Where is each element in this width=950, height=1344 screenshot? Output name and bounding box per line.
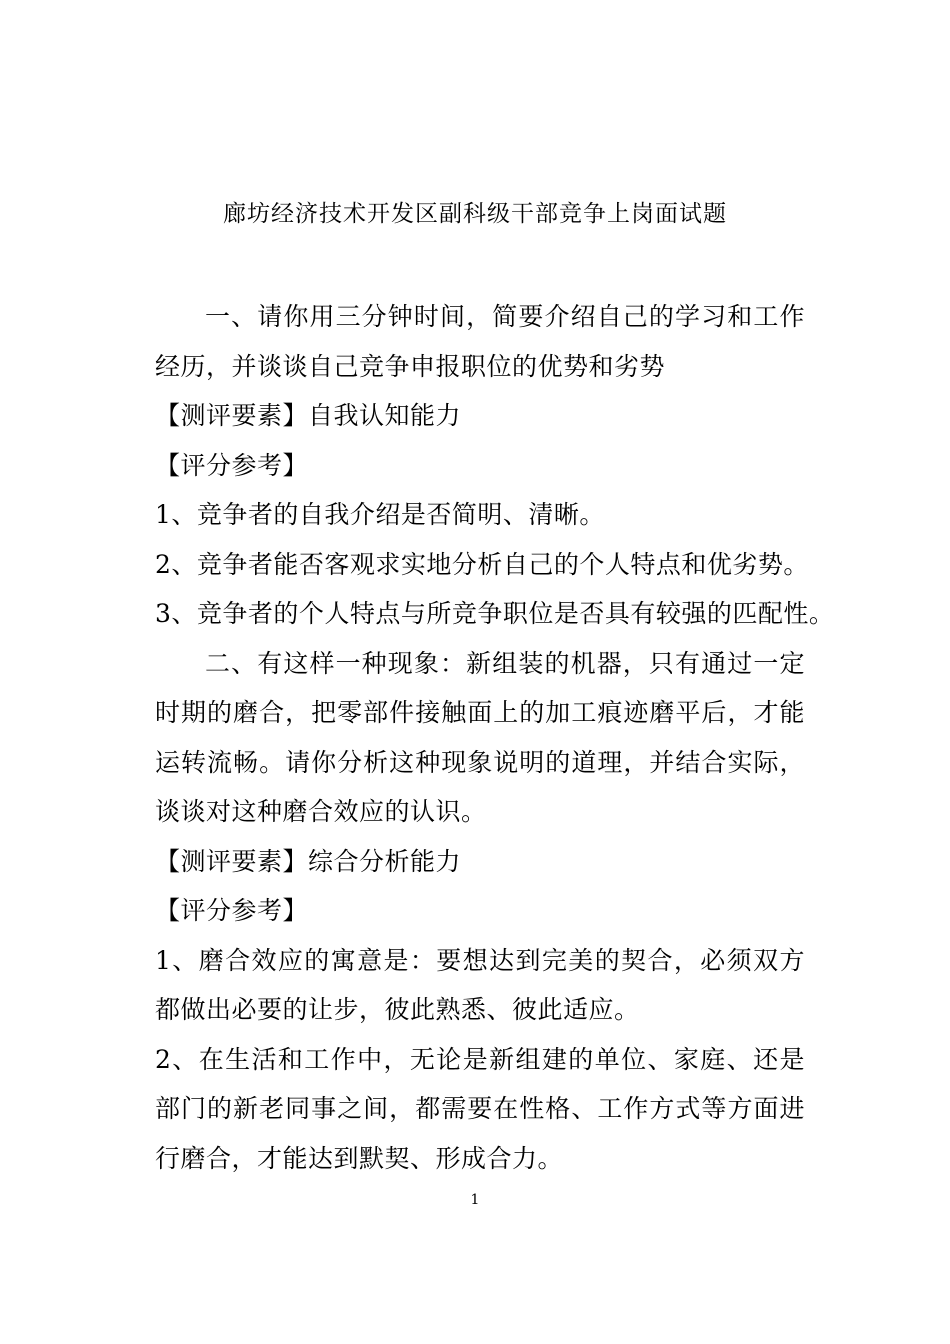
scoring-item-1-2: 2、竞争者能否客观求实地分析自己的个人特点和优劣势。 [155, 549, 809, 579]
question-2-text: 二、有这样一种现象：新组装的机器，只有通过一定时期的磨合，把零部件接触面上的加工痕迹磨平后，才能运转流畅。请你分析这种现象说明的道理，并结合实际，谈谈对这种磨合效应的认识。 [155, 648, 805, 826]
document-title: 廊坊经济技术开发区副科级干部竞争上岗面试题 [223, 201, 727, 227]
scoring-item-1-1: 1、竞争者的自我介绍是否简明、清晰。 [155, 500, 605, 529]
scoring-item-1-3: 3、竞争者的个人特点与所竞争职位是否具有较强的匹配性。 [155, 599, 835, 628]
page-number: 1 [470, 1192, 480, 1208]
scoring-reference-heading-1: 【评分参考】 [155, 450, 309, 480]
evaluation-element-1: 【测评要素】自我认知能力 [155, 401, 462, 430]
scoring-item-2-1: 1、磨合效应的寓意是：要想达到完美的契合，必须双方都做出必要的让步，彼此熟悉、彼此适应。 [155, 945, 805, 1024]
document-body [155, 292, 835, 1183]
scoring-item-2-2: 2、在生活和工作中，无论是新组建的单位、家庭、还是部门的新老同事之间，都需要在性格、工作方式等方面进行磨合，才能达到默契、形成合力。 [155, 1044, 805, 1173]
evaluation-element-2: 【测评要素】综合分析能力 [155, 846, 462, 876]
question-1-text: 一、请你用三分钟时间，简要介绍自己的学习和工作经历，并谈谈自己竞争申报职位的优势和劣势 [155, 302, 805, 381]
scoring-reference-heading-2: 【评分参考】 [155, 896, 309, 925]
